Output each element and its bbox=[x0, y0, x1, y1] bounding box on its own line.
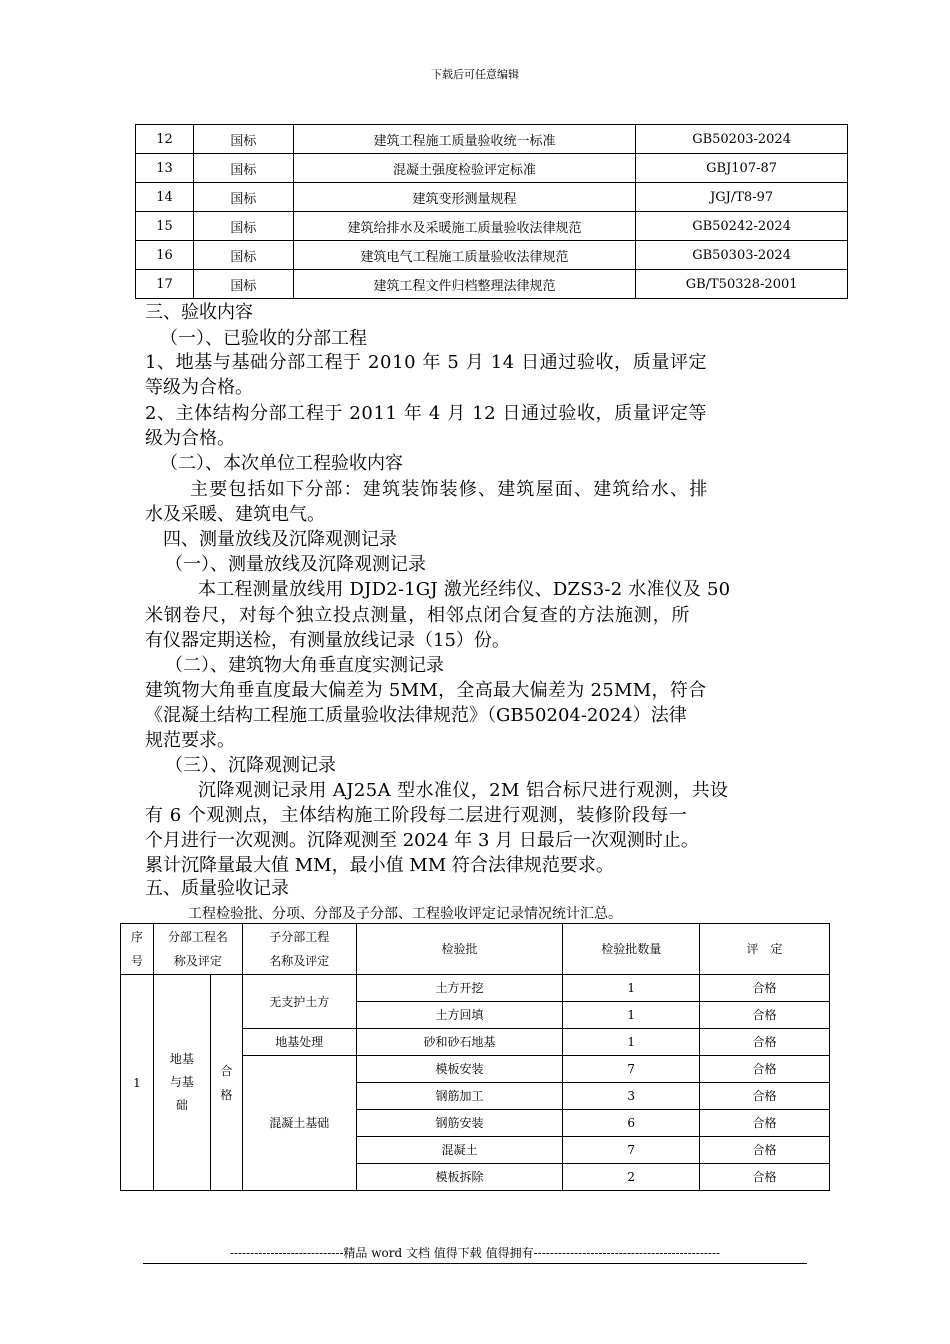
section-heading-5: 五、质量验收记录 bbox=[145, 878, 289, 899]
cell-count: 1 bbox=[563, 1029, 700, 1056]
table-row bbox=[136, 154, 848, 183]
cell-rating: 合格 bbox=[700, 1110, 830, 1137]
cell-code: GBJ107-87 bbox=[636, 154, 848, 183]
cell-type: 国标 bbox=[193, 154, 293, 183]
cell-name: 混凝土强度检验评定标准 bbox=[293, 154, 635, 183]
cell-type: 国标 bbox=[193, 270, 293, 299]
paragraph-line: 规范要求。 bbox=[145, 730, 235, 751]
cell-type: 国标 bbox=[193, 183, 293, 212]
cell-code: GB/T50328-2001 bbox=[636, 270, 848, 299]
paragraph-line: 等级为合格。 bbox=[145, 377, 253, 398]
cell-count: 2 bbox=[563, 1164, 700, 1191]
section-heading-4: 四、测量放线及沉降观测记录 bbox=[163, 529, 397, 550]
cell-rating: 合格 bbox=[700, 1002, 830, 1029]
cell-name: 建筑变形测量规程 bbox=[293, 183, 635, 212]
header-part: 分部工程名 称及评定 bbox=[153, 924, 242, 975]
cell-name: 建筑工程文件归档整理法律规范 bbox=[293, 270, 635, 299]
quality-table bbox=[120, 923, 830, 1191]
subheading: （二）、建筑物大角垂直度实测记录 bbox=[165, 655, 444, 676]
cell-no: 13 bbox=[136, 154, 194, 183]
cell-no: 12 bbox=[136, 125, 194, 154]
cell-count: 7 bbox=[563, 1056, 700, 1083]
cell-no: 15 bbox=[136, 212, 194, 241]
cell-rating: 合格 bbox=[700, 1164, 830, 1191]
cell-subpart: 地基处理 bbox=[242, 1029, 356, 1056]
paragraph-line: 个月进行一次观测。沉降观测至 2024 年 3 月 日最后一次观测时止。 bbox=[145, 830, 699, 851]
paragraph-line: 米钢卷尺，对每个独立投点测量，相邻点闭合复查的方法施测，所 bbox=[145, 605, 691, 626]
cell-batch: 钢筋加工 bbox=[356, 1083, 563, 1110]
cell-batch: 土方开挖 bbox=[356, 975, 563, 1002]
paragraph-line: 本工程测量放线用 DJD2-1GJ 激光经纬仪、DZS3-2 水准仪及 50 bbox=[198, 579, 731, 600]
table-header-row bbox=[121, 924, 830, 975]
table-row bbox=[136, 241, 848, 270]
table-row bbox=[136, 212, 848, 241]
subheading: （二）、本次单位工程验收内容 bbox=[160, 453, 403, 474]
section-heading-3: 三、验收内容 bbox=[145, 302, 253, 323]
paragraph-line: 《混凝土结构工程施工质量验收法律规范》（GB50204-2024）法律 bbox=[145, 705, 687, 726]
cell-eval: 合 格 bbox=[210, 975, 242, 1191]
cell-type: 国标 bbox=[193, 125, 293, 154]
footer-text: ----------------------------精品 word 文档 值得下载 值得拥有---------------------------------------------- bbox=[229, 1246, 721, 1260]
cell-batch: 砂和砂石地基 bbox=[356, 1029, 563, 1056]
header-count: 检验批数量 bbox=[563, 924, 700, 975]
cell-rating: 合格 bbox=[700, 1056, 830, 1083]
cell-seq: 1 bbox=[121, 975, 154, 1191]
paragraph-line: 沉降观测记录用 AJ25A 型水准仪，2M 铝合标尺进行观测，共设 bbox=[198, 780, 729, 801]
paragraph-line: 累计沉降量最大值 MM，最小值 MM 符合法律规范要求。 bbox=[145, 855, 614, 876]
subheading: （一）、已验收的分部工程 bbox=[160, 328, 367, 349]
table-row bbox=[136, 183, 848, 212]
subheading: （三）、沉降观测记录 bbox=[165, 755, 336, 776]
cell-no: 17 bbox=[136, 270, 194, 299]
cell-name: 建筑工程施工质量验收统一标准 bbox=[293, 125, 635, 154]
header-rating: 评 定 bbox=[700, 924, 830, 975]
cell-subpart: 混凝土基础 bbox=[242, 1056, 356, 1191]
table-row bbox=[136, 125, 848, 154]
footer-divider bbox=[143, 1263, 807, 1264]
cell-count: 3 bbox=[563, 1083, 700, 1110]
cell-count: 6 bbox=[563, 1110, 700, 1137]
cell-code: GB50303-2024 bbox=[636, 241, 848, 270]
paragraph-line: 主要包括如下分部：建筑装饰装修、建筑屋面、建筑给水、排 bbox=[190, 479, 709, 500]
paragraph-line: 建筑物大角垂直度最大偏差为 5MM，全高最大偏差为 25MM，符合 bbox=[145, 680, 707, 701]
cell-type: 国标 bbox=[193, 241, 293, 270]
cell-no: 16 bbox=[136, 241, 194, 270]
cell-batch: 土方回填 bbox=[356, 1002, 563, 1029]
header-subpart: 子分部工程 名称及评定 bbox=[242, 924, 356, 975]
paragraph-line: 有仪器定期送检，有测量放线记录（15）份。 bbox=[145, 630, 510, 651]
cell-count: 1 bbox=[563, 975, 700, 1002]
cell-name: 建筑给排水及采暖施工质量验收法律规范 bbox=[293, 212, 635, 241]
table-row bbox=[121, 975, 830, 1002]
cell-part: 地基 与基 础 bbox=[153, 975, 210, 1191]
cell-batch: 模板拆除 bbox=[356, 1164, 563, 1191]
subheading: （一）、测量放线及沉降观测记录 bbox=[165, 554, 426, 575]
paragraph-line: 级为合格。 bbox=[145, 428, 235, 449]
table-row bbox=[136, 270, 848, 299]
standards-table bbox=[135, 124, 848, 299]
paragraph-line: 1、地基与基础分部工程于 2010 年 5 月 14 日通过验收，质量评定 bbox=[145, 352, 708, 373]
header-seq: 序 号 bbox=[121, 924, 154, 975]
cell-rating: 合格 bbox=[700, 975, 830, 1002]
cell-code: GB50242-2024 bbox=[636, 212, 848, 241]
cell-batch: 模板安装 bbox=[356, 1056, 563, 1083]
cell-rating: 合格 bbox=[700, 1029, 830, 1056]
cell-rating: 合格 bbox=[700, 1137, 830, 1164]
cell-name: 建筑电气工程施工质量验收法律规范 bbox=[293, 241, 635, 270]
header-batch: 检验批 bbox=[356, 924, 563, 975]
cell-count: 1 bbox=[563, 1002, 700, 1029]
cell-batch: 钢筋安装 bbox=[356, 1110, 563, 1137]
header-note: 下载后可任意编辑 bbox=[431, 68, 519, 81]
cell-code: JGJ/T8-97 bbox=[636, 183, 848, 212]
paragraph-line: 水及采暖、建筑电气。 bbox=[145, 504, 325, 525]
cell-rating: 合格 bbox=[700, 1083, 830, 1110]
cell-subpart: 无支护土方 bbox=[242, 975, 356, 1029]
paragraph-line: 2、主体结构分部工程于 2011 年 4 月 12 日通过验收，质量评定等 bbox=[145, 403, 708, 424]
paragraph-line: 有 6 个观测点，主体结构施工阶段每二层进行观测，装修阶段每一 bbox=[145, 805, 688, 826]
table-caption: 工程检验批、分项、分部及子分部、工程验收评定记录情况统计汇总。 bbox=[188, 906, 622, 922]
cell-code: GB50203-2024 bbox=[636, 125, 848, 154]
cell-type: 国标 bbox=[193, 212, 293, 241]
cell-batch: 混凝土 bbox=[356, 1137, 563, 1164]
cell-no: 14 bbox=[136, 183, 194, 212]
cell-count: 7 bbox=[563, 1137, 700, 1164]
